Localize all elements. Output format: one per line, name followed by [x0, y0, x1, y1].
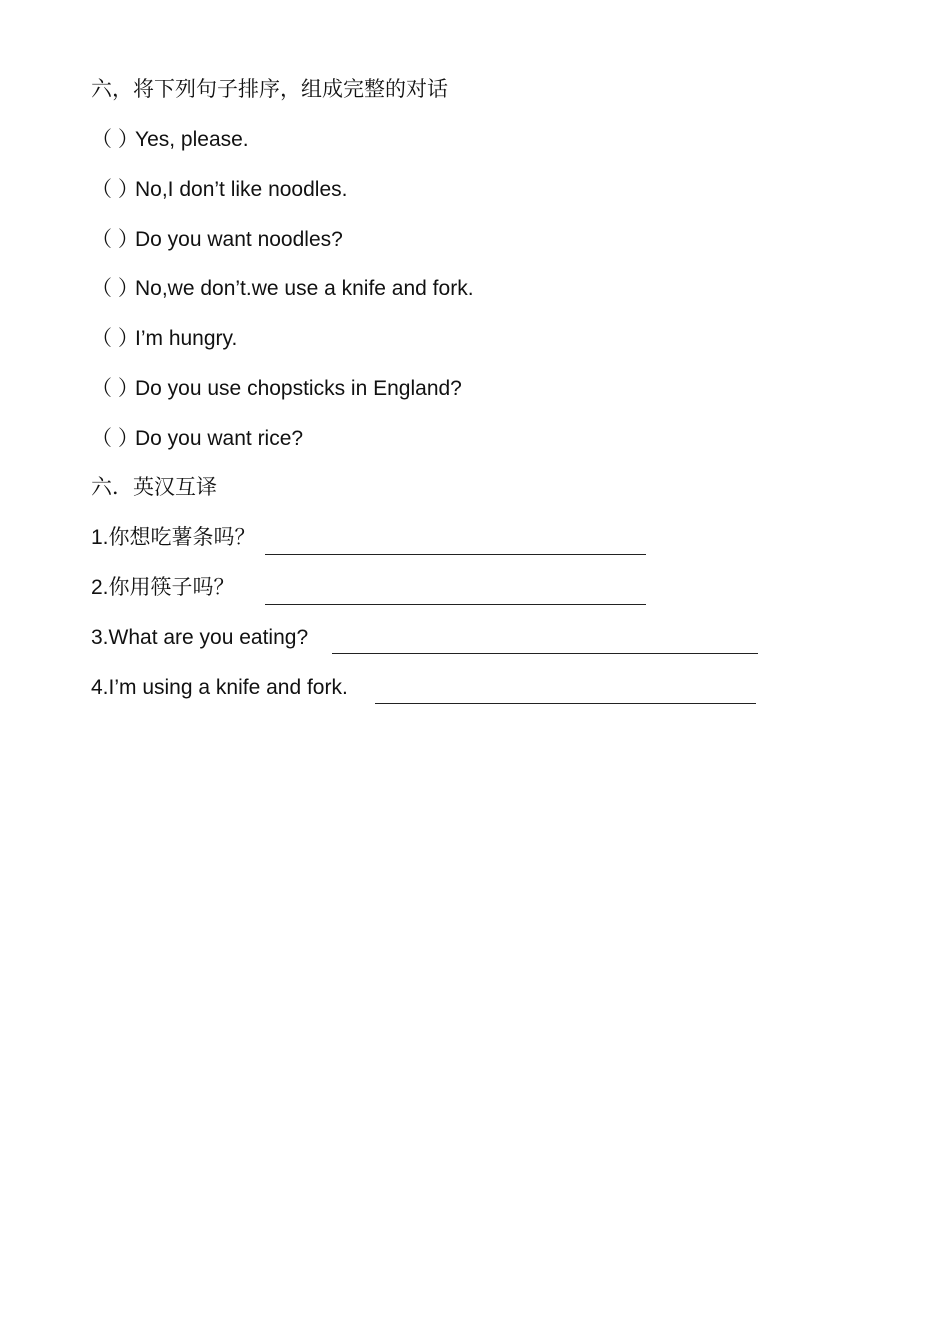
answer-line[interactable]: [265, 604, 646, 605]
answer-parentheses: （ ）: [91, 178, 139, 201]
ordering-item: [91, 177, 347, 203]
translation-item: 4.I’m using a knife and fork.: [91, 676, 348, 699]
translation-item: 1.你想吃薯条吗？: [91, 526, 256, 549]
ordering-item: [91, 376, 462, 402]
ordering-item-text: Do you want noodles?: [135, 228, 343, 251]
answer-parentheses: （ ）: [91, 427, 139, 450]
ordering-item: [91, 276, 474, 302]
ordering-item-text: Yes, please.: [135, 128, 249, 151]
answer-line[interactable]: [375, 703, 756, 704]
answer-parentheses: （ ）: [91, 327, 139, 350]
answer-line[interactable]: [265, 554, 646, 555]
section-heading-ordering: 六，将下列句子排序，组成完整的对话: [91, 78, 448, 101]
ordering-item: [91, 426, 303, 452]
ordering-item-text: No,we don’t.we use a knife and fork.: [135, 277, 474, 300]
ordering-item: [91, 127, 249, 153]
answer-line[interactable]: [332, 653, 758, 654]
ordering-item-text: No,I don’t like noodles.: [135, 178, 348, 201]
translation-item: 3.What are you eating?: [91, 626, 309, 649]
section-heading-translation: 六．英汉互译: [91, 476, 217, 499]
answer-parentheses: （ ）: [91, 228, 139, 251]
ordering-item: [91, 326, 237, 352]
ordering-item-text: I’m hungry.: [135, 327, 238, 350]
answer-parentheses: （ ）: [91, 128, 139, 151]
answer-parentheses: （ ）: [91, 277, 139, 300]
ordering-item-text: Do you want rice?: [135, 427, 304, 450]
translation-item: 2.你用筷子吗？: [91, 576, 235, 599]
answer-parentheses: （ ）: [91, 377, 139, 400]
ordering-item-text: Do you use chopsticks in England?: [135, 377, 462, 400]
ordering-item: [91, 227, 343, 253]
